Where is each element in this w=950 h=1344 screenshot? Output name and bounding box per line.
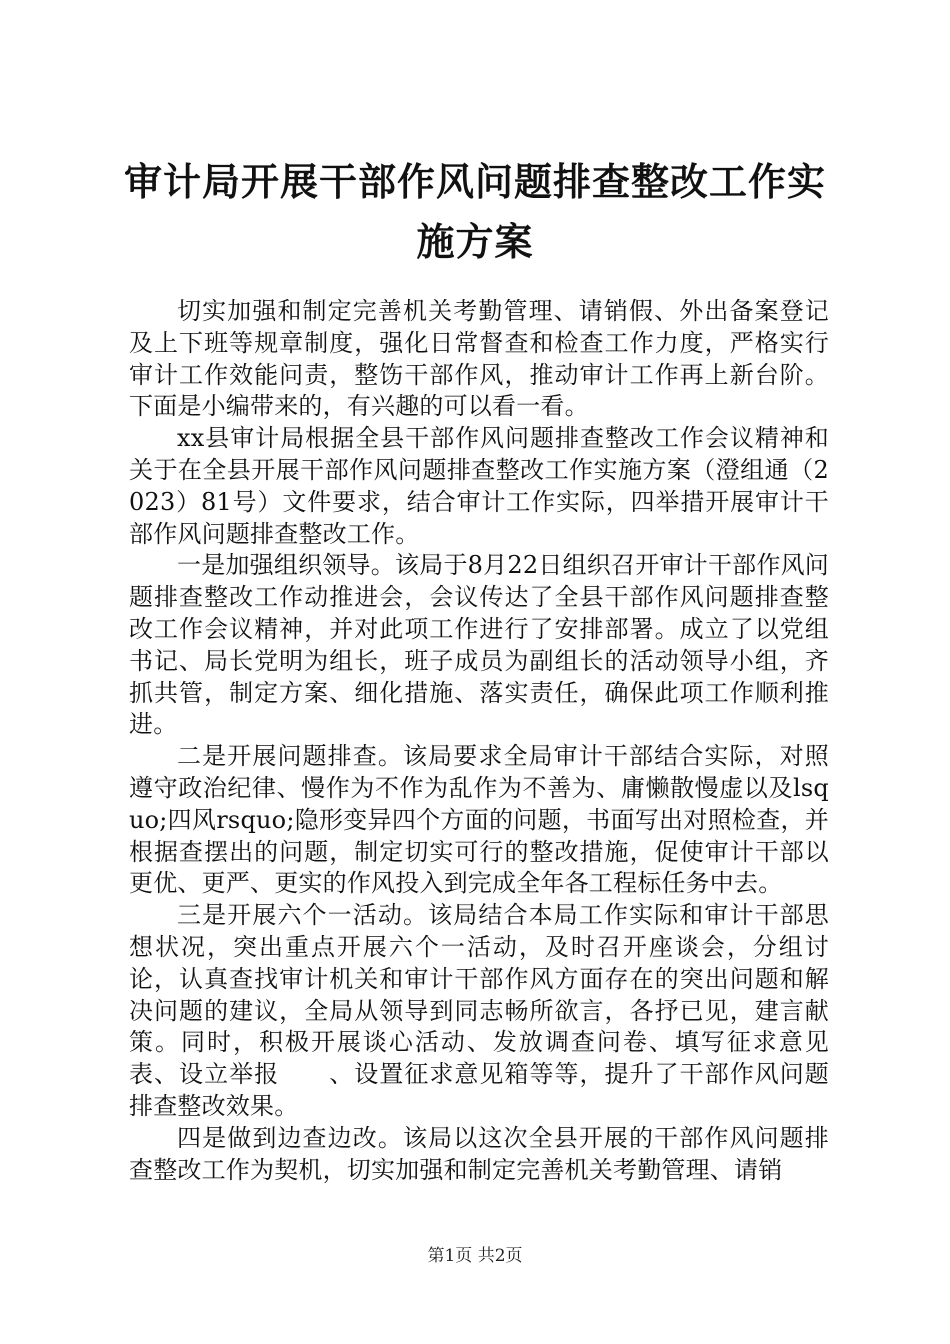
paragraph-measure-1: 一是加强组织领导。该局于8月22日组织召开审计干部作风问题排查整改工作动推进会，会议传达了全县干部作风问题排查整改工作会议精神，并对此项工作进行了安排部署。成立了以党组书记、局长党明为组长，班子成员为副组长的活动领导小组，齐抓共管，制定方案、细化措施、落实责任，确保此项工作顺利推进。 [129,551,829,739]
paragraph-intro: 切实加强和制定完善机关考勤管理、请销假、外出备案登记及上下班等规章制度，强化日常督查和检查工作力度，严格实行审计工作效能问责，整饬干部作风，推动审计工作再上新台阶。下面是小编带来的，有兴趣的可以看一看。 [129,297,829,421]
document-body [129,296,829,1186]
paragraph-measure-2: 二是开展问题排查。该局要求全局审计干部结合实际，对照遵守政治纪律、慢作为不作为乱作为不善为、庸懒散慢虚以及lsquo;四风rsquo;隐形变异四个方面的问题，书面写出对照检查，并根据查摆出的问题，制定切实可行的整改措施，促使审计干部以更优、更严、更实的作风投入到完成全年各工程标任务中去。 [129,742,829,898]
paragraph-measure-4: 四是做到边查边改。该局以这次全县开展的干部作风问题排查整改工作为契机，切实加强和制定完善机关考勤管理、请销 [129,1123,829,1184]
page-number-footer: 第1页 共2页 [427,1246,523,1266]
document-title: 审计局开展干部作风问题排查整改工作实施方案 [123,159,826,264]
paragraph-background: xx县审计局根据全县干部作风问题排查整改工作会议精神和关于在全县开展干部作风问题排查整改工作实施方案（澄组通（2023）81号）文件要求，结合审计工作实际，四举措开展审计干部作风问题排查整改工作。 [129,424,829,548]
paragraph-measure-3: 三是开展六个一活动。该局结合本局工作实际和审计干部思想状况，突出重点开展六个一活动，及时召开座谈会，分组讨论，认真查找审计机关和审计干部作风方面存在的突出问题和解决问题的建议，全局从领导到同志畅所欲言，各抒已见，建言献策。同时，积极开展谈心活动、发放调查问卷、填写征求意见表、设立举报 、设置征求意见箱等等，提升了干部作风问题排查整改效果。 [129,901,829,1120]
